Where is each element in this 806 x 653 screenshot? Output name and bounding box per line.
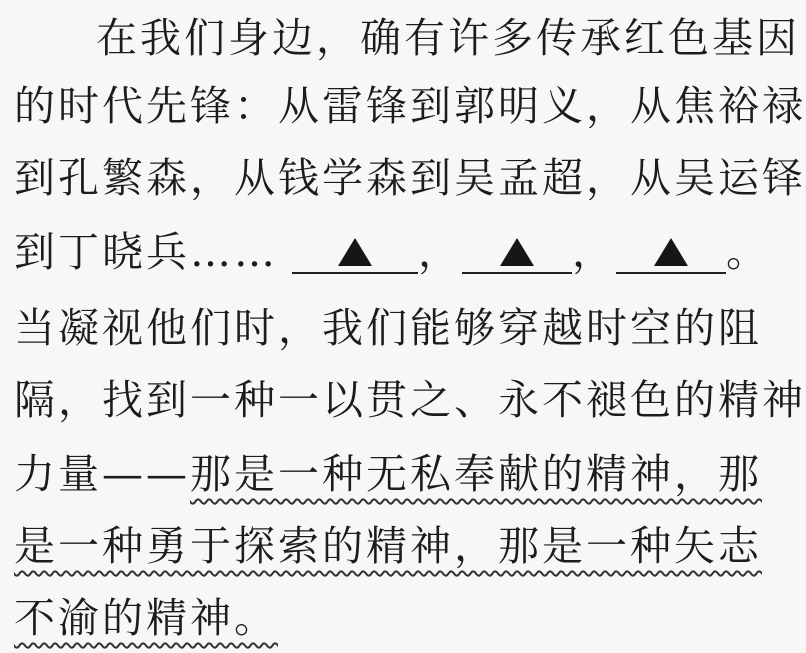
line-text: 当凝视他们时，我们能够穿越时空的阻 [14, 304, 762, 352]
blank-separator: ， [572, 228, 616, 276]
blank-separator: ， [418, 228, 462, 276]
blank-underline [462, 272, 572, 274]
wavy-underlined-text: 那是一种无私奉献的精神，那 [190, 450, 762, 498]
fill-in-blank-1[interactable] [292, 224, 418, 280]
triangle-marker-icon [500, 238, 534, 266]
passage-line-6 [14, 372, 806, 428]
line-text: 的时代先锋：从雷锋到郭明义，从焦裕禄 [14, 82, 806, 130]
passage-line-1 [96, 10, 800, 66]
passage-line-2 [14, 78, 806, 134]
line-text: 隔，找到一种一以贯之、永不褪色的精神 [14, 376, 806, 424]
line-text: 力量—— [14, 450, 190, 498]
passage-line-7 [14, 446, 762, 502]
line-text: 到丁晓兵…… [14, 228, 278, 276]
passage-line-9 [14, 590, 278, 646]
passage-line-3 [14, 150, 806, 206]
passage-line-5 [14, 300, 762, 356]
blank-underline [292, 272, 418, 274]
fill-in-blank-3[interactable] [616, 224, 726, 280]
wavy-underlined-text: 是一种勇于探索的精神，那是一种矢志 [14, 522, 762, 570]
blank-underline [616, 272, 726, 274]
fill-in-blank-2[interactable] [462, 224, 572, 280]
triangle-marker-icon [338, 238, 372, 266]
line-end-punctuation: 。 [726, 228, 770, 276]
passage-line-4 [14, 224, 770, 280]
line-text: 在我们身边，确有许多传承红色基因 [96, 14, 800, 62]
passage-line-8 [14, 518, 762, 574]
wavy-underlined-text: 不渝的精神。 [14, 594, 278, 642]
line-text: 到孔繁森，从钱学森到吴孟超，从吴运铎 [14, 154, 806, 202]
triangle-marker-icon [654, 238, 688, 266]
